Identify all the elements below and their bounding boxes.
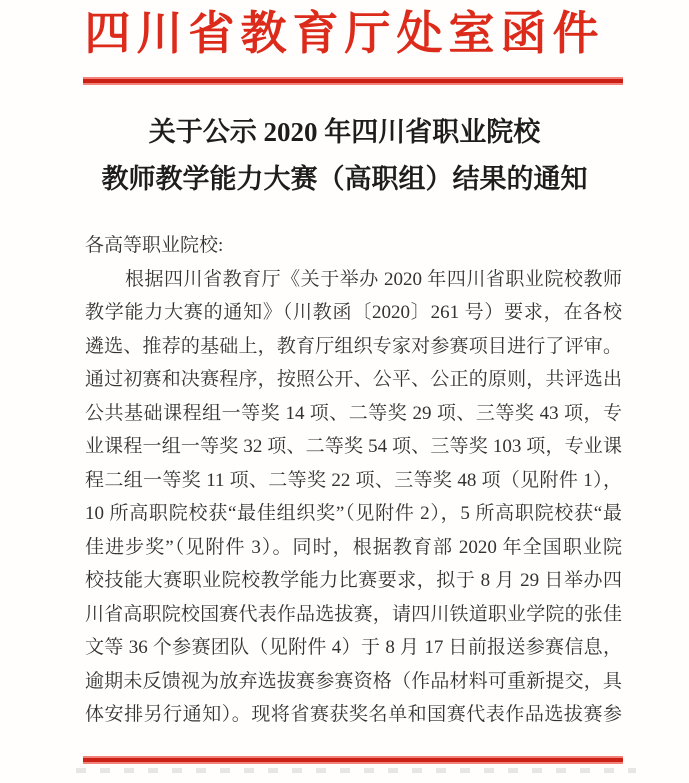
body-line: 教学能力大赛的通知》（川教函〔2020〕261 号）要求，在各校: [85, 302, 622, 323]
body-line: 通过初赛和决赛程序，按照公开、公平、公正的原则，共评选出: [85, 369, 622, 390]
agency-banner: 四川省教育厅处室函件: [84, 8, 605, 59]
salutation: 各高等职业院校:: [85, 235, 224, 256]
header-red-rule: [83, 77, 623, 85]
body-line: 公共基础课程组一等奖 14 项、二等奖 29 项、三等奖 43 项，专: [85, 402, 622, 424]
body-line: 根据四川省教育厅《关于举办 2020 年四川省职业院校教师: [125, 268, 622, 290]
document-body: [85, 229, 622, 732]
body-line: 业课程一组一等奖 32 项、二等奖 54 项、三等奖 103 项，专业课: [85, 436, 622, 457]
footer-red-rule: [83, 756, 623, 764]
body-line: 文等 36 个参赛团队（见附件 4）于 8 月 17 日前报送参赛信息，: [85, 637, 622, 658]
body-line: 程二组一等奖 11 项、二等奖 22 项、三等奖 48 项（见附件 1），: [85, 469, 622, 491]
faint-footer-marks: [76, 768, 636, 773]
body-line: 体安排另行通知）。现将省赛获奖名单和国赛代表作品选拔赛参: [85, 704, 622, 725]
body-line: 川省高职院校国赛代表作品选拔赛，请四川铁道职业学院的张佳: [85, 603, 622, 625]
body-line: 遴选、推荐的基础上，教育厅组织专家对参赛项目进行了评审。: [85, 335, 622, 357]
document-title-line-1: 关于公示 2020 年四川省职业院校: [148, 117, 541, 147]
document-title-line-2: 教师教学能力大赛（高职组）结果的通知: [101, 164, 588, 194]
body-line: 逾期未反馈视为放弃选拔赛参赛资格（作品材料可重新提交，具: [85, 670, 622, 692]
body-line: 10 所高职院校获“最佳组织奖”（见附件 2），5 所高职院校获“最: [85, 503, 622, 524]
body-line: 校技能大赛职业院校教学能力比赛要求，拟于 8 月 29 日举办四: [85, 570, 622, 591]
body-line: 佳进步奖”（见附件 3）。同时，根据教育部 2020 年全国职业院: [85, 536, 622, 558]
